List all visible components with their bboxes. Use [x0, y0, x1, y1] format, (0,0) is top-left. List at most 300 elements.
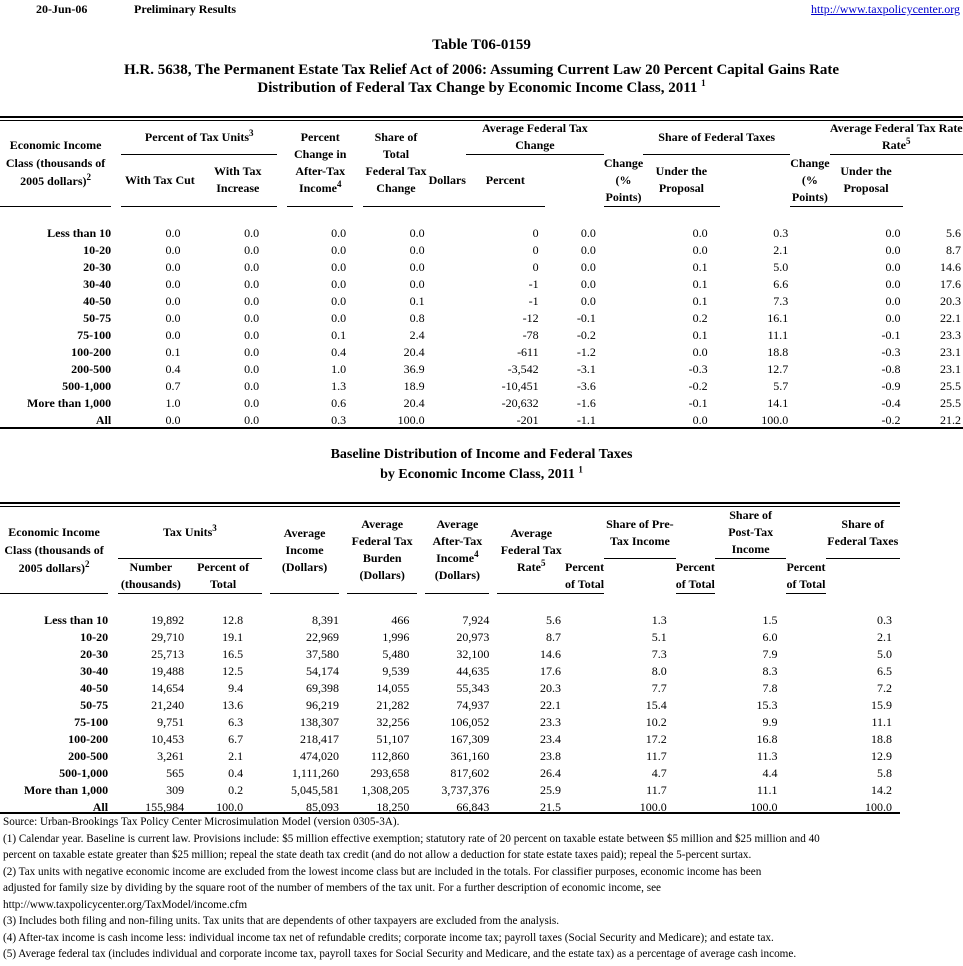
header-avg-tax-change: Average Federal Tax Change — [466, 120, 604, 155]
footnote-4: (4) After-tax income is cash income less: individual income tax net of refundable credits; corporate income tax; payroll taxes (Social Security and Medicare); and estate tax. — [3, 931, 774, 944]
cell: 0.0 — [244, 260, 260, 274]
cell: 0.6 — [331, 396, 347, 410]
header-share-post-tax: Share of Post-Tax Income — [715, 507, 787, 559]
table-row — [0, 612, 900, 629]
cell: 4.4 — [762, 765, 778, 780]
cell: 7.3 — [773, 294, 789, 308]
cell: 12.9 — [871, 748, 892, 763]
cell: 16.5 — [222, 646, 244, 661]
cell: 18.8 — [767, 345, 789, 359]
header-percent-total: Percent of Total — [184, 559, 262, 594]
cell: 7,924 — [462, 612, 490, 627]
cell: 11.7 — [646, 748, 667, 763]
footnote-2a: (2) Tax units with negative economic income are excluded from the lowest income class but are included in the totals. For classifier purposes, economic income has been — [3, 865, 762, 878]
cell: 0 — [532, 226, 539, 240]
cell: -0.2 — [576, 328, 596, 342]
header-income-class — [0, 120, 111, 206]
cell: 2.1 — [773, 243, 789, 257]
header-dollars: Dollars — [429, 155, 466, 207]
footnote-1b: percent on taxable estate greater than $25 million; repeal the state death tax credit (and do not allow a deduction for state estate taxes paid); repeal the 5-percent surtax. — [3, 849, 752, 861]
row-label: 200-500 — [71, 362, 112, 376]
footnote-ref: 3 — [249, 127, 254, 138]
cell: -0.2 — [688, 379, 708, 393]
cell: 25.5 — [940, 379, 961, 393]
cell: 66,843 — [456, 799, 490, 814]
cell: 0.0 — [331, 260, 347, 274]
header-percent: Percent — [466, 155, 545, 207]
cell: 106,052 — [450, 714, 490, 729]
header-text: Income — [298, 180, 337, 195]
cell: 565 — [166, 765, 185, 780]
cell: 14.2 — [871, 782, 892, 797]
cell: -611 — [517, 345, 539, 359]
cell: -1 — [528, 294, 539, 308]
header-text: Average Federal Tax — [500, 525, 562, 557]
table-row — [0, 714, 900, 731]
header-text: 2005 dollars) — [20, 173, 87, 188]
cell: 0.3 — [773, 226, 789, 240]
cell: 6.7 — [228, 731, 244, 746]
cell: 0.0 — [692, 243, 708, 257]
cell: 0.4 — [331, 345, 347, 359]
cell: 0.1 — [692, 260, 708, 274]
header-avg-income: Average Income (Dollars) — [270, 507, 339, 594]
cell: 11.1 — [756, 782, 778, 797]
cell: 9.9 — [762, 714, 778, 729]
cell: 0.7 — [165, 379, 181, 393]
cell: 3,261 — [157, 748, 185, 763]
cell: -78 — [522, 328, 539, 342]
cell: 0.0 — [580, 226, 596, 240]
cell: 112,860 — [370, 748, 410, 763]
cell: 5.0 — [773, 260, 789, 274]
cell: 16.1 — [767, 311, 789, 325]
cell: 1.0 — [331, 362, 347, 376]
cell: 0.0 — [244, 328, 260, 342]
cell: -3.1 — [576, 362, 596, 376]
row-label: All — [92, 799, 109, 814]
cell: 0.0 — [885, 226, 901, 240]
cell: 0.1 — [165, 345, 181, 359]
cell: 0.0 — [692, 345, 708, 359]
cell: 0.0 — [885, 243, 901, 257]
cell: 1,111,260 — [291, 765, 339, 780]
table-row — [0, 327, 963, 344]
row-label: 50-75 — [83, 311, 112, 325]
header-number: Number (thousands) — [118, 559, 184, 594]
cell: 37,580 — [305, 646, 339, 661]
cell: 7.7 — [651, 680, 667, 695]
row-label: 30-40 — [83, 277, 112, 291]
cell: 218,417 — [299, 731, 339, 746]
cell: 0.0 — [580, 277, 596, 291]
cell: 0.0 — [244, 345, 260, 359]
header-text: Class (thousands of — [4, 543, 104, 557]
footnote-2b: adjusted for family size by dividing by the square root of the number of members of the tax unit. For a further description of economic income, see — [3, 882, 662, 894]
header-text: Economic Income — [8, 525, 100, 539]
cell: 100.0 — [750, 799, 778, 814]
cell: 23.1 — [940, 345, 961, 359]
cell: 0.8 — [409, 311, 425, 325]
cell: 23.3 — [540, 714, 561, 729]
cell: 0.0 — [165, 243, 181, 257]
cell: 11.1 — [871, 714, 892, 729]
cell: 0.0 — [165, 311, 181, 325]
cell: 5.6 — [946, 226, 961, 240]
row-label: More than 1,000 — [23, 782, 109, 797]
cell: 51,107 — [376, 731, 410, 746]
cell: 0.1 — [331, 328, 347, 342]
cell: 2.1 — [228, 748, 244, 763]
table1-title: H.R. 5638, The Permanent Estate Tax Relief Act of 2006: Assuming Current Law 20 Percent Capital Gains Rate — [124, 62, 839, 78]
cell: 25.9 — [540, 782, 561, 797]
header-income-class — [0, 507, 108, 594]
cell: -0.8 — [881, 362, 901, 376]
cell: 20.3 — [940, 294, 961, 308]
header-text: Economic Income — [9, 137, 102, 152]
cell: 54,174 — [305, 663, 339, 678]
cell: 85,093 — [305, 799, 339, 814]
cell: -20,632 — [501, 396, 539, 410]
row-label: More than 1,000 — [27, 396, 112, 410]
header-text: Average After-Tax — [432, 517, 483, 548]
report-status: Preliminary Results — [134, 2, 237, 16]
table1-subtitle — [0, 80, 963, 97]
cell: 0.0 — [409, 226, 425, 240]
header-share-pre-tax: Share of Pre-Tax Income — [604, 507, 676, 559]
cell: 29,710 — [151, 629, 185, 644]
cell: 21,240 — [151, 697, 185, 712]
cell: 0.3 — [877, 612, 892, 627]
cell: 4.7 — [651, 765, 667, 780]
table-row — [0, 680, 900, 697]
cell: 0.0 — [244, 243, 260, 257]
cell: 23.3 — [940, 328, 961, 342]
header-text: Rate — [516, 559, 541, 574]
cell: 0.0 — [244, 311, 260, 325]
cell: 69,398 — [305, 680, 339, 695]
cell: 309 — [166, 782, 185, 797]
table-row — [0, 361, 963, 378]
cell: 5,480 — [382, 646, 410, 661]
cell: 0.0 — [580, 260, 596, 274]
cell: 15.4 — [645, 697, 667, 712]
cell: 19,892 — [151, 612, 185, 627]
table2-subtitle-text: by Economic Income Class, 2011 — [380, 467, 575, 482]
cell: 6.5 — [877, 663, 892, 678]
table2-title: Baseline Distribution of Income and Federal Taxes — [330, 447, 633, 462]
table-row — [0, 663, 900, 680]
cell: 20,973 — [456, 629, 490, 644]
cell: 0 — [532, 243, 539, 257]
cell: 8.3 — [762, 663, 778, 678]
cell: 5,045,581 — [290, 782, 339, 797]
cell: 17.6 — [940, 277, 961, 291]
cell: 466 — [391, 612, 410, 627]
table-row — [0, 378, 963, 395]
cell: 0.1 — [692, 277, 708, 291]
cell: -0.4 — [881, 396, 901, 410]
header-with-tax-increase: With Tax Increase — [198, 155, 277, 207]
cell: 18.8 — [871, 731, 892, 746]
cell: 26.4 — [540, 765, 561, 780]
cell: 25.5 — [940, 396, 961, 410]
footnote-ref: 5 — [906, 136, 911, 146]
table-row — [0, 293, 963, 310]
cell: 14.6 — [940, 260, 961, 274]
row-label: 100-200 — [68, 731, 109, 746]
header-pct-change-after-tax — [287, 120, 353, 206]
header-tax-units — [118, 507, 262, 559]
cell: 100.0 — [639, 799, 667, 814]
header-change-pts: Change (% Points) — [604, 155, 643, 207]
row-label: 10-20 — [80, 629, 109, 644]
cell: 7.9 — [762, 646, 778, 661]
header-text: Percent of Tax Units — [144, 129, 250, 144]
cell: 21.5 — [540, 799, 561, 814]
cell: 0.0 — [409, 277, 425, 291]
table-row — [0, 697, 900, 714]
cell: 2.4 — [409, 328, 425, 342]
row-label: 500-1,000 — [62, 379, 112, 393]
row-label: 20-30 — [83, 260, 112, 274]
cell: 0.0 — [885, 277, 901, 291]
table-row — [0, 731, 900, 748]
cell: 14.6 — [540, 646, 561, 661]
row-label: 100-200 — [71, 345, 112, 359]
row-label: 10-20 — [83, 243, 112, 257]
cell: 0.0 — [580, 294, 596, 308]
cell: 32,256 — [376, 714, 410, 729]
cell: 22.1 — [940, 311, 961, 325]
cell: 19.1 — [222, 629, 244, 644]
cell: -3,542 — [507, 362, 539, 376]
table-row — [0, 646, 900, 663]
cell: 0.0 — [244, 396, 260, 410]
cell: 8.0 — [651, 663, 667, 678]
header-text: (Dollars) — [434, 568, 481, 582]
cell: 0.0 — [331, 243, 347, 257]
header-rate-under-proposal: Under the Proposal — [830, 155, 903, 207]
cell: 0.1 — [692, 328, 708, 342]
row-label: 500-1,000 — [59, 765, 109, 780]
footnote-2-link[interactable]: http://www.taxpolicycenter.org/TaxModel/income.cfm — [3, 898, 248, 911]
cell: -0.2 — [881, 413, 901, 427]
source-note: Source: Urban-Brookings Tax Policy Center Microsimulation Model (version 0305-3A). — [3, 816, 400, 828]
cell: 1,996 — [382, 629, 410, 644]
header-text: Percent Change in After-Tax — [294, 129, 347, 178]
cell: 23.8 — [540, 748, 561, 763]
cell: -0.1 — [688, 396, 708, 410]
cell: 9,539 — [382, 663, 410, 678]
cell: 21,282 — [376, 697, 410, 712]
header-rate-change-pts: Change (% Points) — [790, 155, 829, 207]
table1-bottom-rule — [0, 427, 963, 429]
cell: 96,219 — [305, 697, 339, 712]
cell: 0.0 — [244, 413, 260, 427]
row-label: Less than 10 — [44, 612, 109, 627]
cell: 14,055 — [376, 680, 410, 695]
cell: -1.6 — [576, 396, 596, 410]
cell: 138,307 — [299, 714, 339, 729]
row-label: 75-100 — [77, 328, 112, 342]
table-row — [0, 782, 900, 799]
cell: 11.1 — [767, 328, 789, 342]
table-row — [0, 259, 963, 276]
cell: 0.0 — [244, 379, 260, 393]
cell: 817,602 — [450, 765, 490, 780]
cell: 6.6 — [773, 277, 789, 291]
cell: 0.0 — [165, 277, 181, 291]
cell: 9,751 — [157, 714, 185, 729]
row-label: 50-75 — [80, 697, 109, 712]
footnote-3: (3) Includes both filing and non-filing units. Tax units that are dependents of other taxpayers are excluded from the analysis. — [3, 915, 560, 927]
cell: 0.0 — [692, 226, 708, 240]
cell: 20.4 — [403, 345, 425, 359]
cell: -0.1 — [576, 311, 596, 325]
header-text: 2005 dollars) — [18, 561, 85, 575]
cell: -1.2 — [576, 345, 596, 359]
cell: -201 — [516, 413, 539, 427]
cell: 15.3 — [756, 697, 778, 712]
header-pct-of-total-post: Percent of Total — [676, 559, 715, 594]
cell: 5.6 — [546, 612, 561, 627]
cell: 2.1 — [877, 629, 892, 644]
cell: 0.0 — [244, 226, 260, 240]
cell: -0.9 — [881, 379, 901, 393]
header-avg-tax-rate: Average Federal Tax Rate Rate$^5$ — [830, 120, 963, 155]
cell: 0.2 — [692, 311, 708, 325]
cell: 0.0 — [244, 362, 260, 376]
footnote-ref: 4 — [474, 549, 479, 559]
cell: 20.4 — [403, 396, 425, 410]
table-row — [0, 765, 900, 782]
header-share-total-change: Share of Total Federal Tax Change — [363, 120, 428, 206]
cell: 0.0 — [244, 294, 260, 308]
footnote-ref: 4 — [336, 178, 342, 189]
table-row — [0, 242, 963, 259]
row-label: 40-50 — [80, 680, 109, 695]
cell: 3,737,376 — [441, 782, 490, 797]
cell: 12.5 — [222, 663, 244, 678]
cell: 55,343 — [456, 680, 490, 695]
report-date: 20-Jun-06 — [36, 2, 88, 16]
cell: -12 — [522, 311, 539, 325]
cell: -1 — [528, 277, 539, 291]
table-row — [0, 225, 963, 242]
cell: 11.7 — [646, 782, 667, 797]
cell: 32,100 — [456, 646, 490, 661]
cell: 0.0 — [885, 311, 901, 325]
cell: 0.0 — [165, 294, 181, 308]
table-row — [0, 748, 900, 765]
cell: 1.3 — [651, 612, 667, 627]
cell: 0.4 — [165, 362, 181, 376]
footnote-ref: 2 — [84, 559, 90, 569]
cell: 7.3 — [651, 646, 667, 661]
row-label: 40-50 — [83, 294, 112, 308]
cell: 22.1 — [540, 697, 561, 712]
cell: 23.1 — [940, 362, 961, 376]
cell: 44,635 — [456, 663, 490, 678]
cell: 74,937 — [456, 697, 490, 712]
row-label: 30-40 — [80, 663, 109, 678]
cell: 21.2 — [940, 413, 961, 427]
document-header — [0, 2, 963, 18]
cell: 100.0 — [761, 413, 789, 427]
header-text: Income — [436, 551, 475, 565]
footnote-1a: (1) Calendar year. Baseline is current law. Provisions include: $5 million effective exemption; statutory rate of 20 percent on taxable estate between $5 million and $25 million and 40 — [3, 832, 820, 845]
cell: 5.0 — [877, 646, 892, 661]
cell: 293,658 — [370, 765, 410, 780]
cell: 0.0 — [885, 260, 901, 274]
cell: 474,020 — [299, 748, 339, 763]
cell: 16.8 — [756, 731, 778, 746]
cell: 100.0 — [865, 799, 892, 814]
cell: 17.2 — [645, 731, 667, 746]
row-label: All — [95, 413, 112, 427]
cell: 14.1 — [767, 396, 789, 410]
cell: 0.0 — [244, 277, 260, 291]
cell: 13.6 — [222, 697, 244, 712]
cell: 12.8 — [222, 612, 244, 627]
cell: 155,984 — [145, 799, 185, 814]
cell: 0.0 — [331, 294, 347, 308]
website-link[interactable]: http://www.taxpolicycenter.org — [811, 2, 960, 16]
cell: 0.4 — [228, 765, 244, 780]
cell: 100.0 — [397, 413, 425, 427]
cell: 0.1 — [692, 294, 708, 308]
cell: 25,713 — [151, 646, 185, 661]
header-text: Average Federal Tax Rate — [829, 121, 963, 135]
cell: -0.1 — [881, 328, 901, 342]
footnote-ref: 1 — [578, 464, 583, 475]
cell: 0.1 — [409, 294, 425, 308]
cell: 100.0 — [216, 799, 244, 814]
cell: 0.0 — [409, 243, 425, 257]
cell: 18,250 — [376, 799, 410, 814]
cell: 12.7 — [767, 362, 789, 376]
cell: 18.9 — [403, 379, 425, 393]
cell: 5.8 — [877, 765, 892, 780]
header-text: Class (thousands of — [5, 155, 106, 170]
cell: 0.0 — [580, 243, 596, 257]
baseline-distribution-table — [0, 507, 900, 816]
cell: 0.0 — [165, 413, 181, 427]
cell: -10,451 — [501, 379, 539, 393]
table-row — [0, 629, 900, 646]
cell: 0 — [532, 260, 539, 274]
cell: 8,391 — [311, 612, 339, 627]
cell: 0.0 — [165, 260, 181, 274]
table-row — [0, 276, 963, 293]
table-row — [0, 395, 963, 412]
cell: 19,488 — [151, 663, 185, 678]
cell: 1,308,205 — [361, 782, 410, 797]
header-with-tax-cut: With Tax Cut — [121, 155, 198, 207]
cell: 36.9 — [403, 362, 425, 376]
cell: 14,654 — [151, 680, 185, 695]
footnote-ref: 2 — [86, 171, 91, 182]
cell: 0.0 — [331, 226, 347, 240]
cell: 20.3 — [540, 680, 561, 695]
cell: 0.0 — [165, 328, 181, 342]
cell: 15.9 — [871, 697, 892, 712]
cell: 167,309 — [450, 731, 490, 746]
cell: 5.7 — [773, 379, 789, 393]
row-label: 75-100 — [74, 714, 109, 729]
cell: 6.0 — [762, 629, 778, 644]
